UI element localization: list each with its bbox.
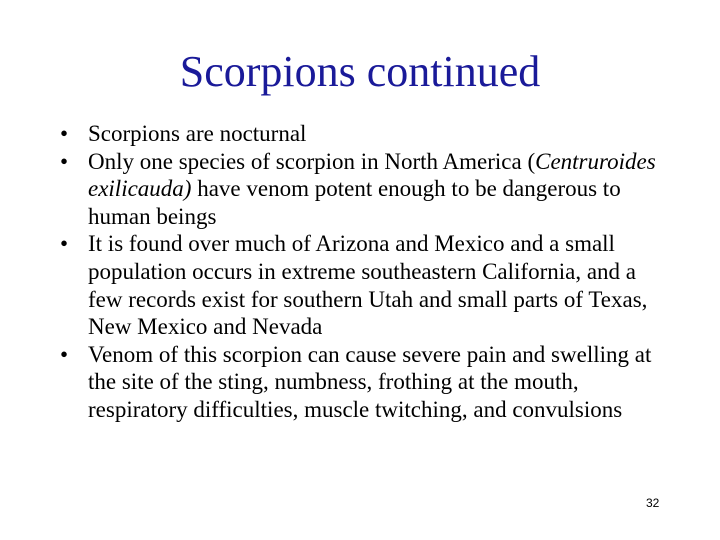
species-name: Centruroides exilicauda) bbox=[88, 148, 656, 202]
bullet-marker: • bbox=[60, 341, 69, 367]
bullet-text: Scorpions are nocturnal bbox=[88, 121, 307, 146]
bullet-item bbox=[56, 120, 656, 148]
bullet-marker: • bbox=[60, 231, 69, 257]
bullet-text-continued: have venom potent enough to be dangerous to human beings bbox=[88, 176, 621, 229]
bullet-marker: • bbox=[60, 121, 69, 146]
bullet-marker: • bbox=[60, 148, 69, 174]
slide-title: Scorpions continued bbox=[179, 47, 541, 96]
bullet-text: It is found over much of Arizona and Mexico and a small population occurs in extreme southeastern California, and a few records exist for southern Utah and small parts of Texas, New Mexico and Nevada bbox=[88, 231, 648, 340]
bullet-item bbox=[56, 341, 656, 424]
bullet-list bbox=[56, 120, 656, 424]
bullet-item bbox=[56, 230, 656, 340]
bullet-text: Only one species of scorpion in North America ( bbox=[88, 148, 536, 174]
bullet-text: Venom of this scorpion can cause severe pain and swelling at the site of the sting, numbness, frothing at the mouth, respiratory difficulties, muscle twitching, and convulsions bbox=[88, 341, 652, 422]
page-number: 32 bbox=[646, 496, 660, 510]
bullet-item bbox=[56, 148, 656, 231]
